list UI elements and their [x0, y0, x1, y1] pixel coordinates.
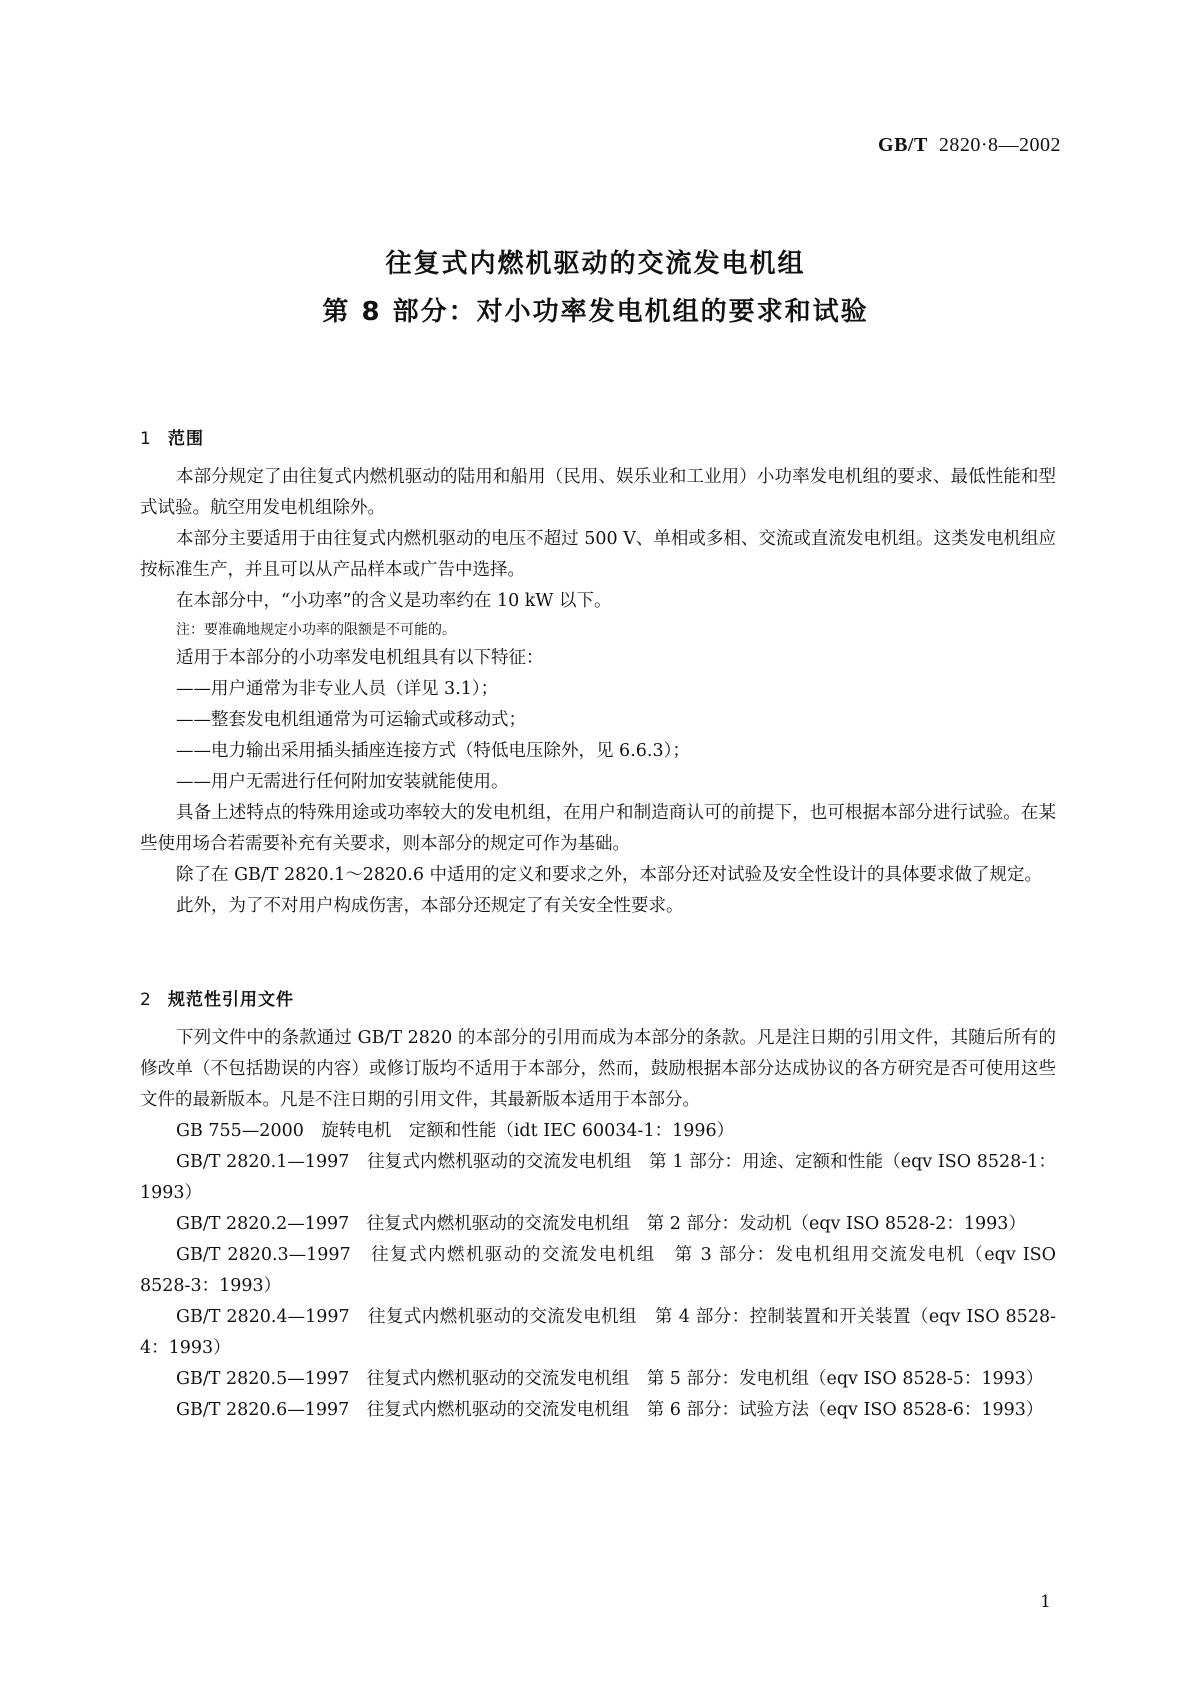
document-title-line2: 第 8 部分：对小功率发电机组的要求和试验	[322, 297, 869, 327]
section-number: 2	[140, 990, 152, 1010]
paragraph: 除了在 GB/T 2820.1～2820.6 中适用的定义和要求之外，本部分还对试验及安全性设计的具体要求做了规定。	[176, 865, 1043, 885]
section-body-scope	[140, 462, 1056, 922]
reference-item: GB/T 2820.6—1997 往复式内燃机驱动的交流发电机组 第 6 部分：试验方法（eqv ISO 8528-6：1993）	[176, 1400, 1044, 1420]
reference-item: GB/T 2820.5—1997 往复式内燃机驱动的交流发电机组 第 5 部分：发电机组（eqv ISO 8528-5：1993）	[176, 1369, 1044, 1389]
section-number: 1	[140, 429, 152, 449]
paragraph: 下列文件中的条款通过 GB/T 2820 的本部分的引用而成为本部分的条款。凡是注日期的引用文件，其随后所有的修改单（不包括勘误的内容）或修订版均不适用于本部分，然而，鼓励根据本部分达成协议的各方研究是否可使用这些文件的最新版本。凡是不注日期的引用文件，其最新版本适用于本部分。	[140, 1028, 1056, 1110]
list-item: ——整套发电机组通常为可运输式或移动式；	[176, 710, 526, 730]
paragraph: 本部分主要适用于由往复式内燃机驱动的电压不超过 500 V、单相或多相、交流或直流发电机组。这类发电机组应按标准生产，并且可以从产品样本或广告中选择。	[140, 529, 1056, 580]
list-item: ——用户无需进行任何附加安装就能使用。	[176, 772, 509, 792]
section-body-references	[140, 1023, 1056, 1426]
page-number: 1	[1040, 1592, 1051, 1612]
reference-item: GB/T 2820.2—1997 往复式内燃机驱动的交流发电机组 第 2 部分：发动机（eqv ISO 8528-2：1993）	[176, 1214, 1026, 1234]
document-title-line1: 往复式内燃机驱动的交流发电机组	[385, 249, 806, 279]
standard-number: 2820·8—2002	[938, 134, 1061, 156]
note: 注：要准确地规定小功率的限额是不可能的。	[176, 622, 456, 638]
section-title: 范围	[168, 429, 204, 449]
paragraph: 在本部分中，“小功率”的含义是功率约在 10 kW 以下。	[176, 591, 612, 611]
reference-item: GB/T 2820.4—1997 往复式内燃机驱动的交流发电机组 第 4 部分：控制装置和开关装置（eqv ISO 8528-4：1993）	[140, 1307, 1056, 1358]
paragraph: 适用于本部分的小功率发电机组具有以下特征：	[176, 648, 544, 668]
paragraph: 本部分规定了由往复式内燃机驱动的陆用和船用（民用、娱乐业和工业用）小功率发电机组的要求、最低性能和型式试验。航空用发电机组除外。	[140, 467, 1056, 518]
paragraph: 此外，为了不对用户构成伤害，本部分还规定了有关安全性要求。	[176, 896, 684, 916]
list-item: ——电力输出采用插头插座连接方式（特低电压除外，见 6.6.3）；	[176, 741, 690, 761]
standard-code	[878, 134, 1061, 157]
list-item: ——用户通常为非专业人员（详见 3.1）；	[176, 679, 499, 699]
section-heading-scope	[140, 424, 204, 449]
reference-item: GB 755—2000 旋转电机 定额和性能（idt IEC 60034-1：1996）	[176, 1121, 735, 1141]
paragraph: 具备上述特点的特殊用途或功率较大的发电机组，在用户和制造商认可的前提下，也可根据本部分进行试验。在某些使用场合若需要补充有关要求，则本部分的规定可作为基础。	[140, 803, 1056, 854]
reference-item: GB/T 2820.1—1997 往复式内燃机驱动的交流发电机组 第 1 部分：用途、定额和性能（eqv ISO 8528-1：1993）	[140, 1152, 1056, 1203]
section-heading-references	[140, 985, 294, 1010]
reference-item: GB/T 2820.3—1997 往复式内燃机驱动的交流发电机组 第 3 部分：发电机组用交流发电机（eqv ISO 8528-3：1993）	[140, 1245, 1056, 1296]
section-title: 规范性引用文件	[168, 990, 294, 1010]
standard-prefix: GB/T	[878, 134, 928, 156]
